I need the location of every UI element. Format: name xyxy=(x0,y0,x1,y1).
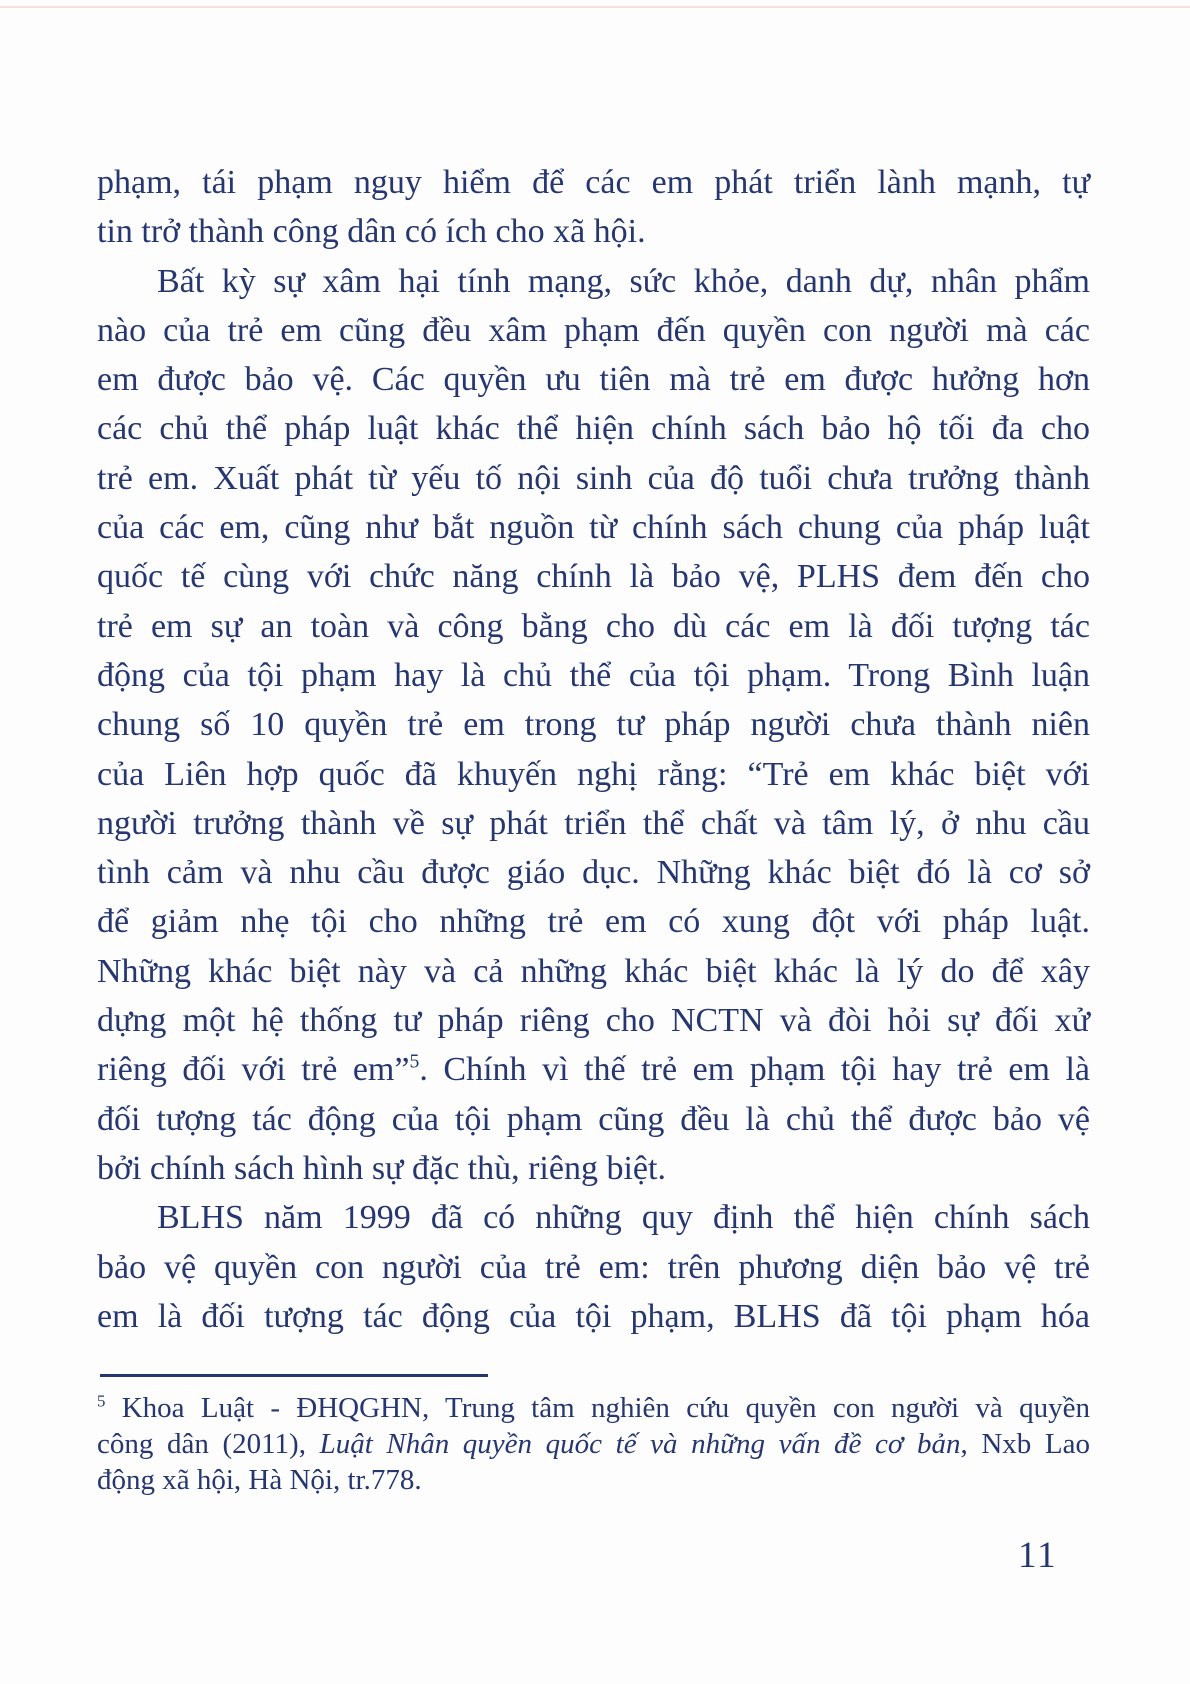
text-line xyxy=(97,897,1090,946)
text-line xyxy=(97,1462,1090,1498)
text-segment: của Liên hợp quốc đã khuyến nghị rằng: “Trẻ em khác biệt với xyxy=(97,755,1090,793)
text-line xyxy=(97,799,1090,848)
text-line xyxy=(97,552,1090,601)
text-segment: động của tội phạm hay là chủ thể của tội phạm. Trong Bình luận xyxy=(97,656,1090,694)
footnote-ref: 5 xyxy=(409,1051,420,1074)
text-segment: công dân (2011), xyxy=(97,1428,320,1460)
text-segment: để giảm nhẹ tội cho những trẻ em có xung đột với pháp luật. xyxy=(97,903,1090,941)
body-text xyxy=(97,158,1090,1341)
text-segment: đối tượng tác động của tội phạm cũng đều là chủ thể được bảo vệ xyxy=(97,1100,1090,1138)
text-segment: trẻ em sự an toàn và công bằng cho dù các em là đối tượng tác xyxy=(97,607,1090,645)
text-segment: Bất kỳ sự xâm hại tính mạng, sức khỏe, danh dự, nhân phẩm xyxy=(157,262,1090,300)
italic-text: Luật Nhân quyền quốc tế và những vấn đề cơ bản xyxy=(319,1428,961,1460)
text-line xyxy=(97,1243,1090,1292)
text-segment: BLHS năm 1999 đã có những quy định thể hiện chính sách xyxy=(157,1199,1090,1237)
text-line xyxy=(97,1426,1090,1462)
text-segment: , Nxb Lao xyxy=(960,1428,1090,1460)
text-segment: em là đối tượng tác động của tội phạm, BLHS đã tội phạm hóa xyxy=(97,1297,1090,1335)
text-line xyxy=(97,404,1090,453)
text-segment: tình cảm và nhu cầu được giáo dục. Những khác biệt đó là cơ sở xyxy=(97,854,1090,892)
text-line xyxy=(97,454,1090,503)
text-segment: . Chính vì thế trẻ em phạm tội hay trẻ em là xyxy=(419,1051,1091,1089)
text-line xyxy=(97,602,1090,651)
text-segment: chung số 10 quyền trẻ em trong tư pháp người chưa thành niên xyxy=(97,706,1090,744)
text-segment: Những khác biệt này và cả những khác biệt khác là lý do để xây xyxy=(97,952,1090,990)
text-segment: dựng một hệ thống tư pháp riêng cho NCTN và đòi hỏi sự đối xử xyxy=(97,1002,1090,1040)
text-segment: riêng đối với trẻ em” xyxy=(97,1051,410,1089)
text-segment: trẻ em. Xuất phát từ yếu tố nội sinh của độ tuổi chưa trưởng thành xyxy=(97,459,1090,497)
text-segment: của các em, cũng như bắt nguồn từ chính sách chung của pháp luật xyxy=(97,509,1090,547)
text-line xyxy=(97,503,1090,552)
text-segment: động xã hội, Hà Nội, tr.778. xyxy=(97,1464,422,1496)
text-line xyxy=(97,1390,1090,1426)
text-line xyxy=(97,1193,1090,1242)
text-line xyxy=(97,306,1090,355)
text-line xyxy=(97,1095,1090,1144)
text-line xyxy=(97,158,1090,207)
text-line xyxy=(97,700,1090,749)
text-segment: tin trở thành công dân có ích cho xã hội. xyxy=(97,213,646,251)
text-segment: người trưởng thành về sự phát triển thể chất và tâm lý, ở nhu cầu xyxy=(97,804,1090,842)
text-segment: phạm, tái phạm nguy hiểm để các em phát triển lành mạnh, tự xyxy=(97,164,1090,201)
footnote xyxy=(97,1390,1090,1498)
text-line xyxy=(97,1045,1090,1094)
text-line xyxy=(97,996,1090,1045)
text-line xyxy=(97,207,1090,256)
text-segment: bảo vệ quyền con người của trẻ em: trên phương diện bảo vệ trẻ xyxy=(97,1248,1090,1286)
footnote-ref: 5 xyxy=(97,1391,106,1411)
text-line xyxy=(97,750,1090,799)
scan-artifact-line xyxy=(0,6,1190,8)
text-segment: bởi chính sách hình sự đặc thù, riêng biệt. xyxy=(97,1149,666,1187)
text-segment: nào của trẻ em cũng đều xâm phạm đến quyền con người mà các xyxy=(97,311,1090,349)
text-segment: em được bảo vệ. Các quyền ưu tiên mà trẻ em được hưởng hơn xyxy=(97,361,1090,399)
text-segment: các chủ thể pháp luật khác thể hiện chính sách bảo hộ tối đa cho xyxy=(97,410,1090,448)
text-line xyxy=(97,947,1090,996)
text-line xyxy=(97,651,1090,700)
text-segment: Khoa Luật - ĐHQGHN, Trung tâm nghiên cứu quyền con người và quyền xyxy=(105,1392,1090,1424)
text-line xyxy=(97,257,1090,306)
footnote-separator xyxy=(100,1374,488,1377)
page-number: 11 xyxy=(1018,1535,1058,1576)
text-line xyxy=(97,1292,1090,1341)
text-segment: quốc tế cùng với chức năng chính là bảo vệ, PLHS đem đến cho xyxy=(97,558,1090,596)
text-line xyxy=(97,848,1090,897)
text-line xyxy=(97,355,1090,404)
text-line xyxy=(97,1144,1090,1193)
